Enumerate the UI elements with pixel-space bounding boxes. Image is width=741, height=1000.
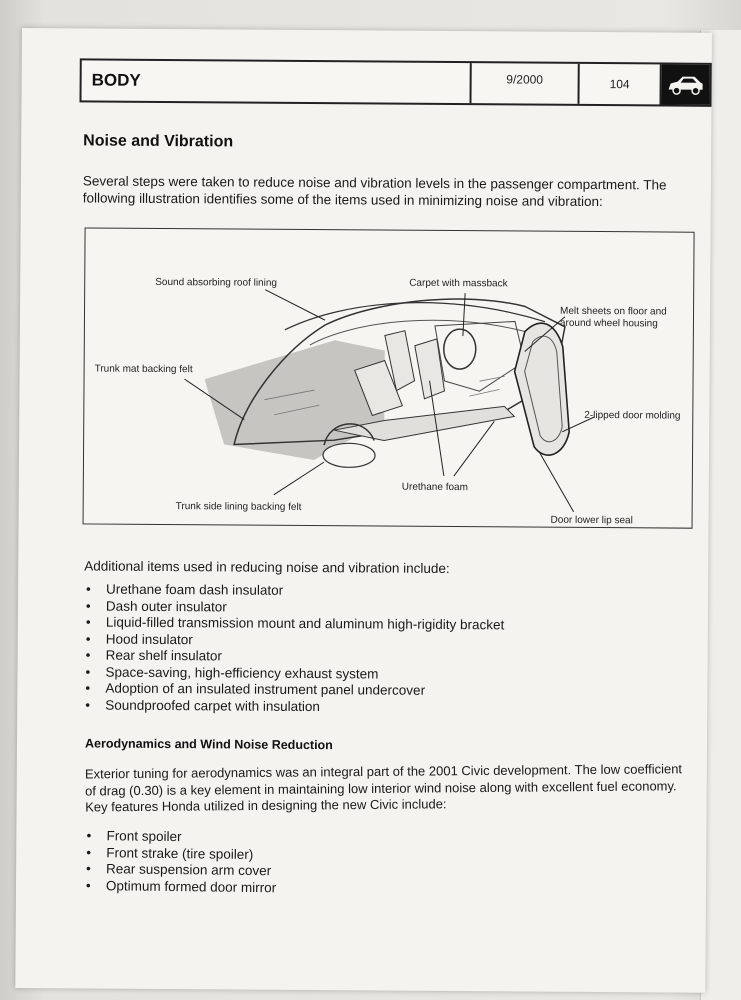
intro-paragraph: Several steps were taken to reduce noise and vibration levels in the passenger compartment. The following illustration identifies some of the items used in minimizing noise and vibration: bbox=[82, 173, 667, 210]
callout-urethane-foam: Urethane foam bbox=[401, 481, 468, 494]
aero-features-list bbox=[84, 828, 277, 896]
aero-paragraph: Exterior tuning for aerodynamics was an integral part of the 2001 Civic development. The low coefficient of drag (0.30) is a key element in maintaining low interior wind noise along with excellent fuel economy. Key features Honda utilized in designing the new Civic include: bbox=[84, 761, 683, 815]
list-item: • Adoption of an insulated instrument panel undercover bbox=[83, 680, 504, 699]
header-section-title: BODY bbox=[81, 60, 471, 103]
list-item: • Optimum formed door mirror bbox=[84, 877, 276, 896]
additional-items-heading: Additional items used in reducing noise and vibration include: bbox=[84, 558, 450, 576]
callout-door-molding: 2-lipped door molding bbox=[584, 409, 681, 422]
car-cutaway-drawing bbox=[84, 228, 694, 527]
list-item: • Liquid-filled transmission mount and aluminum high-rigidity bracket bbox=[84, 614, 505, 633]
list-item: • Urethane foam dash insulator bbox=[84, 581, 505, 600]
header-date: 9/2000 bbox=[471, 63, 579, 104]
manual-page bbox=[15, 28, 712, 993]
list-item: • Dash outer insulator bbox=[84, 598, 505, 617]
page-header bbox=[79, 58, 711, 106]
list-item: • Space-saving, high-efficiency exhaust system bbox=[83, 664, 504, 683]
noise-items-list bbox=[83, 581, 504, 716]
list-item: • Rear shelf insulator bbox=[84, 647, 505, 666]
list-item: • Front strake (tire spoiler) bbox=[84, 844, 276, 863]
callout-door-lip-seal: Door lower lip seal bbox=[550, 514, 633, 527]
list-item: • Hood insulator bbox=[84, 631, 505, 650]
callout-melt-sheets-line1: Melt sheets on floor and bbox=[559, 305, 667, 318]
aero-subheading: Aerodynamics and Wind Noise Reduction bbox=[84, 736, 333, 753]
car-icon bbox=[661, 64, 709, 104]
callout-carpet: Carpet with massback bbox=[409, 277, 508, 290]
callout-trunk-side-lining: Trunk side lining backing felt bbox=[175, 501, 302, 513]
noise-vibration-illustration bbox=[83, 227, 695, 528]
callout-roof-lining: Sound absorbing roof lining bbox=[155, 276, 278, 289]
list-item: • Front spoiler bbox=[84, 828, 276, 847]
header-page-number: 104 bbox=[579, 64, 661, 105]
callout-trunk-mat: Trunk mat backing felt bbox=[94, 363, 193, 376]
section-title: Noise and Vibration bbox=[83, 132, 234, 151]
list-item: • Rear suspension arm cover bbox=[84, 861, 276, 880]
list-item: • Soundproofed carpet with insulation bbox=[83, 697, 504, 716]
callout-melt-sheets-line2: around wheel housing bbox=[559, 317, 658, 330]
